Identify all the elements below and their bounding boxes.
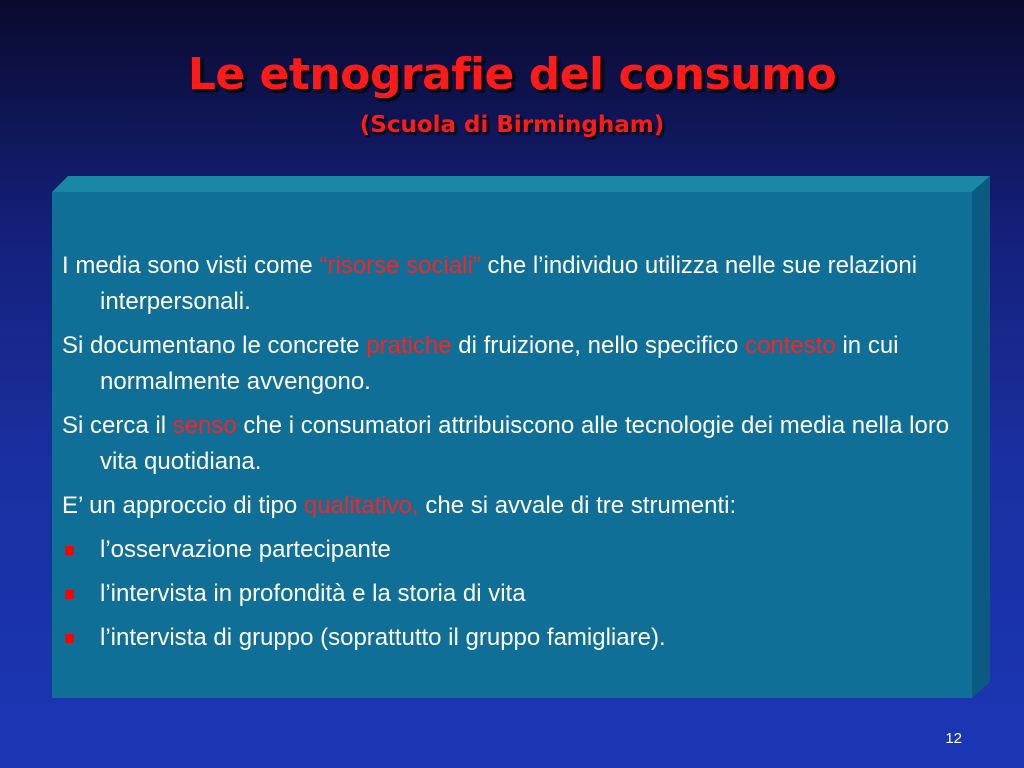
- slide-subtitle: (Scuola di Birmingham): [359, 112, 665, 138]
- paragraph-4-highlight: qualitativo,: [303, 492, 419, 519]
- paragraph-4-rest: che si avvale di tre strumenti:: [418, 492, 737, 519]
- bullet-item: [62, 620, 962, 656]
- paragraph-3-text: Si cerca il: [62, 412, 173, 439]
- paragraph-3-rest: che i consumatori attribuiscono alle tecnologie dei media nella loro vita quotidiana.: [100, 412, 950, 475]
- panel-side-face: [972, 176, 990, 698]
- paragraph-3-highlight: senso: [172, 412, 237, 439]
- slide-title: Le etnografie del consumo: [187, 49, 837, 100]
- paragraph-1: [62, 248, 962, 320]
- bullet-item: [62, 576, 962, 612]
- square-bullet-icon: [65, 590, 74, 599]
- paragraph-4: [62, 488, 962, 524]
- page-number: 12: [945, 730, 962, 747]
- paragraph-2-text: Si documentano le concrete: [62, 332, 367, 359]
- paragraph-2-rest: in cui normalmente avvengono.: [100, 332, 899, 395]
- paragraph-2-highlight: pratiche: [366, 332, 452, 359]
- bullet-text: l’intervista di gruppo (soprattutto il gruppo famigliare).: [100, 624, 666, 651]
- paragraph-2-highlight-2: contesto: [745, 332, 836, 359]
- bullet-item: [62, 532, 962, 568]
- paragraph-3: [62, 408, 962, 480]
- panel-text: [62, 248, 962, 664]
- content-panel: [52, 176, 992, 700]
- square-bullet-icon: [65, 546, 74, 555]
- paragraph-2: [62, 328, 962, 400]
- bullet-text: l’intervista in profondità e la storia di vita: [100, 580, 526, 607]
- square-bullet-icon: [65, 634, 74, 643]
- paragraph-1-text: I media sono visti come: [62, 252, 320, 279]
- panel-top-face: [52, 176, 990, 192]
- paragraph-4-text: E’ un approccio di tipo: [62, 492, 304, 519]
- paragraph-2-middle: di fruizione, nello specifico: [451, 332, 746, 359]
- paragraph-1-highlight: “risorse sociali”: [319, 252, 481, 279]
- bullet-text: l’osservazione partecipante: [100, 536, 391, 563]
- paragraph-1-rest: che l’individuo utilizza nelle sue relazioni interpersonali.: [100, 252, 918, 315]
